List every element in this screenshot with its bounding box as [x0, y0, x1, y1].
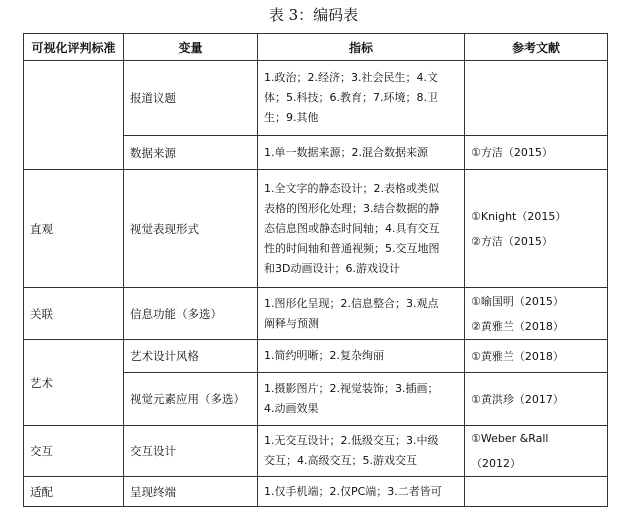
table-caption: 表 3：编码表 — [268, 6, 359, 24]
reference-cell — [465, 426, 608, 477]
table-row — [24, 426, 608, 477]
reference-line: （2012） — [471, 457, 521, 470]
reference-cell — [465, 373, 608, 426]
indicator-line: 1.全文字的静态设计；2.表格或类似 — [264, 181, 439, 195]
table-row — [24, 288, 608, 340]
criterion-cell: 直观 — [24, 170, 124, 288]
reference-cell — [465, 340, 608, 373]
table-row — [24, 477, 608, 507]
indicator-cell — [258, 373, 465, 426]
indicator-line: 态信息图或静态时间轴；4.具有交互 — [264, 221, 440, 235]
variable-cell: 信息功能（多选） — [124, 288, 258, 340]
reference-line: ①黄雅兰（2018） — [471, 349, 564, 363]
indicator-line: 和3D动画设计；6.游戏设计 — [264, 261, 400, 275]
reference-cell — [465, 61, 608, 136]
table-row — [24, 340, 608, 373]
variable-cell: 报道议题 — [124, 61, 258, 136]
variable-cell: 视觉表现形式 — [124, 170, 258, 288]
reference-line: ①Weber &Rall — [471, 432, 549, 445]
indicator-line: 性的时间轴和普通视频；5.交互地图 — [264, 241, 440, 255]
variable-cell: 艺术设计风格 — [124, 340, 258, 373]
table-header-row — [24, 34, 608, 61]
coding-table — [23, 33, 608, 507]
reference-line: ②方洁（2015） — [471, 234, 553, 248]
indicator-cell — [258, 288, 465, 340]
indicator-line: 表格的图形化处理；3.结合数据的静 — [264, 201, 440, 215]
indicator-cell — [258, 136, 465, 170]
criterion-cell: 交互 — [24, 426, 124, 477]
table-row — [24, 61, 608, 136]
reference-line: ①Knight（2015） — [471, 209, 567, 223]
variable-cell: 呈现终端 — [124, 477, 258, 507]
indicator-line: 1.政治；2.经济；3.社会民生；4.文 — [264, 71, 438, 84]
reference-cell — [465, 288, 608, 340]
indicator-cell — [258, 426, 465, 477]
indicator-line: 4.动画效果 — [264, 402, 319, 415]
indicator-line: 1.简约明晰；2.复杂绚丽 — [264, 349, 384, 362]
indicator-line: 阐释与预测 — [264, 316, 319, 330]
indicator-line: 1.图形化呈现；2.信息整合；3.观点 — [264, 296, 439, 310]
reference-line: ②黄雅兰（2018） — [471, 319, 564, 333]
criterion-cell: 关联 — [24, 288, 124, 340]
criterion-cell — [24, 61, 124, 170]
indicator-line: 交互；4.高级交互；5.游戏交互 — [264, 454, 417, 467]
variable-cell: 视觉元素应用（多选） — [124, 373, 258, 426]
table-row — [24, 170, 608, 288]
indicator-line: 1.无交互设计；2.低级交互；3.中级 — [264, 434, 439, 447]
header-variable: 变量 — [124, 34, 258, 61]
variable-cell: 交互设计 — [124, 426, 258, 477]
reference-line: ①喻国明（2015） — [471, 294, 564, 308]
indicator-cell — [258, 477, 465, 507]
header-indicator: 指标 — [258, 34, 465, 61]
criterion-cell: 艺术 — [24, 340, 124, 426]
reference-line: ①方洁（2015） — [471, 146, 553, 159]
indicator-cell — [258, 170, 465, 288]
indicator-line: 1.仅手机端；2.仅PC端；3.二者皆可 — [264, 484, 442, 498]
indicator-line: 1.摄影图片；2.视觉装饰；3.插画； — [264, 382, 439, 395]
header-reference: 参考文献 — [465, 34, 608, 61]
variable-cell: 数据来源 — [124, 136, 258, 170]
reference-cell — [465, 477, 608, 507]
reference-cell — [465, 136, 608, 170]
indicator-line: 体；5.科技；6.教育；7.环境；8.卫 — [264, 91, 438, 104]
indicator-cell — [258, 61, 465, 136]
indicator-line: 生；9.其他 — [264, 111, 319, 124]
reference-line: ①黄洪珍（2017） — [471, 392, 564, 406]
indicator-line: 1.单一数据来源；2.混合数据来源 — [264, 145, 428, 159]
criterion-cell: 适配 — [24, 477, 124, 507]
indicator-cell — [258, 340, 465, 373]
header-criterion: 可视化评判标准 — [24, 34, 124, 61]
reference-cell — [465, 170, 608, 288]
